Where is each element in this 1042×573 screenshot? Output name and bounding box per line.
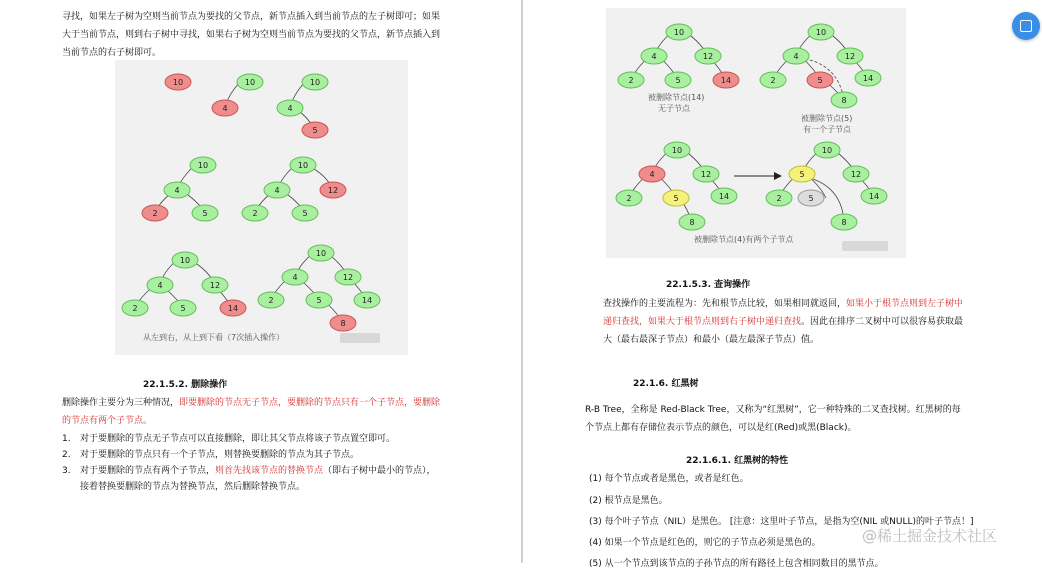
case-b-subcaption: 有一个子节点 [803, 125, 851, 134]
query-paragraph: 查找操作的主要流程为：先和根节点比较，如果相同就返回，如果小于根节点则到左子树中 递归查找，如果大于根节点则到右子树中递归查找。因此在排序二叉树中可以很容易获取最 大（最右最深子节点）和最小（最左最深子节点）值。 [603, 299, 964, 345]
svg-text:14: 14 [718, 192, 730, 201]
delete-cases-figure [606, 8, 906, 258]
right-document-page [523, 0, 1042, 569]
left-document-page [0, 0, 521, 563]
svg-text:5: 5 [180, 304, 186, 313]
rb-property-item: (3) 每个叶子节点（NIL）是黑色。 [注意：这里叶子节点，是指为空(NIL 或NULL)的叶子节点！] [589, 517, 974, 527]
svg-text:5: 5 [675, 76, 681, 85]
svg-text:10: 10 [197, 161, 209, 170]
rb-property-item: (4) 如果一个节点是红色的，则它的子节点必须是黑色的。 [589, 538, 821, 548]
svg-text:12: 12 [209, 281, 221, 290]
intro-line: 当前节点的右子树即可。 [62, 48, 162, 58]
svg-text:5: 5 [817, 76, 823, 85]
insert-intro-paragraph [62, 8, 482, 62]
svg-text:12: 12 [844, 52, 856, 61]
svg-text:10: 10 [671, 146, 683, 155]
delete-cases-list [62, 431, 482, 495]
svg-text:5: 5 [316, 296, 322, 305]
svg-text:12: 12 [702, 52, 714, 61]
svg-text:5: 5 [312, 126, 318, 135]
translate-icon [1020, 20, 1032, 32]
svg-text:10: 10 [673, 28, 685, 37]
query-section-heading: 22.1.5.3. 查询操作 [666, 280, 751, 290]
delete-intro-paragraph: 删除操作主要分为三种情况，即要删除的节点无子节点，要删除的节点只有一个子节点，要删除 的节点有两个子节点。 [62, 398, 441, 426]
rb-intro-paragraph: R-B Tree，全称是 Red-Black Tree，又称为“红黑树”，它一种特殊的二叉查找树。红黑树的每 个节点上都有存储位表示节点的颜色，可以是红(Red)或黑(Black)。 [585, 405, 961, 433]
list-item: 1. 对于要删除的节点无子节点可以直接删除，即让其父节点将该子节点置空即可。 [62, 434, 396, 444]
svg-text:12: 12 [700, 170, 712, 179]
watermark-text: @稀土掘金技术社区 [862, 527, 998, 545]
svg-text:4: 4 [274, 186, 280, 195]
rb-property-item: (5) 从一个节点到该节点的子孙节点的所有路径上包含相同数目的黑节点。 [589, 559, 884, 569]
svg-text:2: 2 [628, 76, 634, 85]
translate-button[interactable] [1012, 12, 1040, 40]
svg-text:4: 4 [157, 281, 163, 290]
svg-text:4: 4 [649, 170, 655, 179]
svg-text:10: 10 [179, 256, 191, 265]
svg-text:12: 12 [327, 186, 339, 195]
svg-text:2: 2 [626, 194, 632, 203]
svg-text:4: 4 [793, 52, 799, 61]
svg-text:14: 14 [862, 74, 874, 83]
svg-text:14: 14 [720, 76, 732, 85]
svg-text:8: 8 [340, 319, 346, 328]
case-a-subcaption: 无子节点 [658, 104, 690, 113]
svg-text:8: 8 [841, 218, 847, 227]
svg-text:2: 2 [776, 194, 782, 203]
case-a-caption: 被删除节点(14) [648, 93, 705, 102]
svg-text:2: 2 [252, 209, 258, 218]
insert-steps-figure [115, 60, 408, 355]
svg-text:5: 5 [799, 170, 805, 179]
rb-properties-heading: 22.1.6.1. 红黑树的特性 [686, 456, 789, 466]
intro-line: 大于当前节点，则到右子树中寻找，如果右子树为空则当前节点为要找的父节点，新节点插入到 [62, 30, 441, 40]
list-item: 3. 对于要删除的节点有两个子节点，则首先找该节点的替换节点（即右子树中最小的节点）， 接着替换要删除的节点为替换节点，然后删除替换节点。 [62, 466, 436, 492]
svg-text:2: 2 [152, 209, 158, 218]
svg-text:4: 4 [174, 186, 180, 195]
svg-text:14: 14 [868, 192, 880, 201]
svg-text:10: 10 [815, 28, 827, 37]
svg-text:12: 12 [342, 273, 354, 282]
svg-text:5: 5 [202, 209, 208, 218]
rb-section-heading: 22.1.6. 红黑树 [633, 379, 699, 389]
case-b-caption: 被删除节点(5) [801, 114, 853, 123]
delete-section-heading: 22.1.5.2. 删除操作 [143, 380, 228, 390]
svg-text:10: 10 [821, 146, 833, 155]
svg-text:14: 14 [227, 304, 239, 313]
svg-text:12: 12 [850, 170, 862, 179]
svg-text:10: 10 [172, 78, 184, 87]
svg-text:4: 4 [222, 104, 228, 113]
figure1-caption: 从左到右，从上到下看（7次插入操作） [143, 333, 285, 342]
rb-property-item: (1) 每个节点或者是黑色，或者是红色。 [589, 474, 749, 484]
svg-text:10: 10 [297, 161, 309, 170]
list-item: 2. 对于要删除的节点只有一个子节点，则替换要删除的节点为其子节点。 [62, 450, 360, 460]
svg-text:8: 8 [841, 96, 847, 105]
svg-text:8: 8 [689, 218, 695, 227]
svg-text:2: 2 [770, 76, 776, 85]
svg-text:10: 10 [315, 249, 327, 258]
svg-text:2: 2 [268, 296, 274, 305]
svg-text:5: 5 [808, 194, 814, 203]
svg-text:10: 10 [309, 78, 321, 87]
intro-line: 寻找，如果左子树为空则当前节点为要找的父节点，新节点插入到当前节点的左子树即可；如果 [62, 12, 441, 22]
svg-text:2: 2 [132, 304, 138, 313]
svg-text:5: 5 [673, 194, 679, 203]
svg-text:4: 4 [292, 273, 298, 282]
svg-text:4: 4 [287, 104, 293, 113]
case-c-caption: 被删除节点(4)有两个子节点 [694, 235, 794, 244]
svg-text:5: 5 [302, 209, 308, 218]
rb-property-item: (2) 根节点是黑色。 [589, 496, 668, 506]
svg-text:10: 10 [244, 78, 256, 87]
svg-text:4: 4 [651, 52, 657, 61]
svg-text:14: 14 [361, 296, 373, 305]
